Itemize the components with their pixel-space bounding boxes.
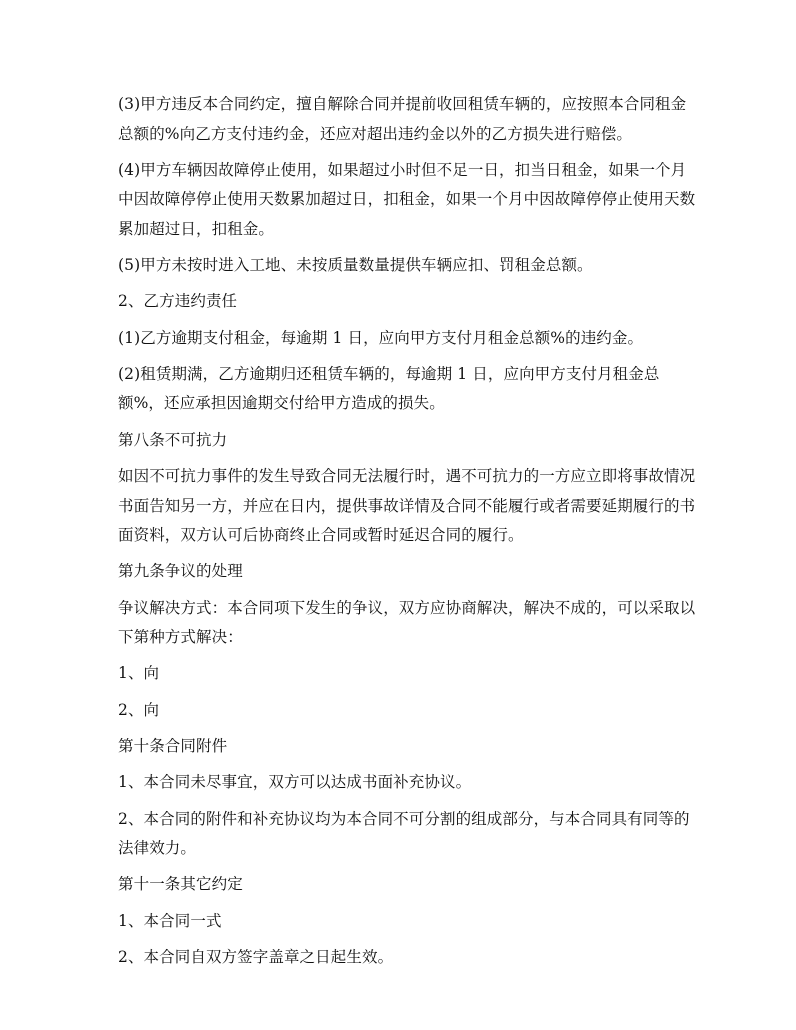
article-10-heading: 第十条合同附件: [118, 737, 228, 756]
article-11-item-2: 2、本合同自双方签字盖章之日起生效。: [118, 948, 394, 967]
dispute-option-2: 2、向: [118, 700, 160, 719]
clause-3-party-a-early-termination: (3)甲方违反本合同约定，擅自解除合同并提前收回租赁车辆的，应按照本合同租金总额的%向乙方支付违约金，还应对超出违约金以外的乙方损失进行赔偿。: [118, 95, 687, 143]
article-10-item-1: 1、本合同未尽事宜，双方可以达成书面补充协议。: [118, 773, 472, 792]
clause-5-late-entry: (5)甲方未按时进入工地、未按质量数量提供车辆应扣、罚租金总额。: [118, 256, 593, 275]
article-11-item-1: 1、本合同一式: [118, 911, 222, 930]
section-party-b-liability: 2、乙方违约责任: [118, 292, 238, 311]
article-11-heading: 第十一条其它约定: [118, 875, 243, 894]
dispute-option-1: 1、向: [118, 664, 160, 683]
clause-2-late-return: (2)租赁期满，乙方逾期归还租赁车辆的，每逾期 1 日，应向甲方支付月租金总额%，还应承担因逾期交付给甲方造成的损失。: [118, 364, 660, 413]
clause-1-late-payment: (1)乙方逾期支付租金，每逾期 1 日，应向甲方支付月租金总额%的违约金。: [118, 328, 644, 347]
article-9-heading: 第九条争议的处理: [118, 562, 243, 581]
article-10-item-2: 2、本合同的附件和补充协议均为本合同不可分割的组成部分，与本合同具有同等的法律效力。: [118, 809, 690, 858]
article-8-body: 如因不可抗力事件的发生导致合同无法履行时，遇不可抗力的一方应立即将事故情况书面告知另一方，并应在日内，提供事故详情及合同不能履行或者需要延期履行的书面资料，双方认可后协商终止合同或暂时延迟合同的履行。: [118, 467, 696, 545]
clause-4-vehicle-breakdown: (4)甲方车辆因故障停止使用，如果超过小时但不足一日，扣当日租金，如果一个月中因故障停停止使用天数累加超过日，扣租金，如果一个月中因故障停停止使用天数累加超过日，扣租金。: [118, 160, 696, 238]
article-8-heading: 第八条不可抗力: [118, 430, 228, 449]
article-9-body: 争议解决方式：本合同项下发生的争议，双方应协商解决，解决不成的，可以采取以下第种方式解决：: [118, 598, 696, 647]
